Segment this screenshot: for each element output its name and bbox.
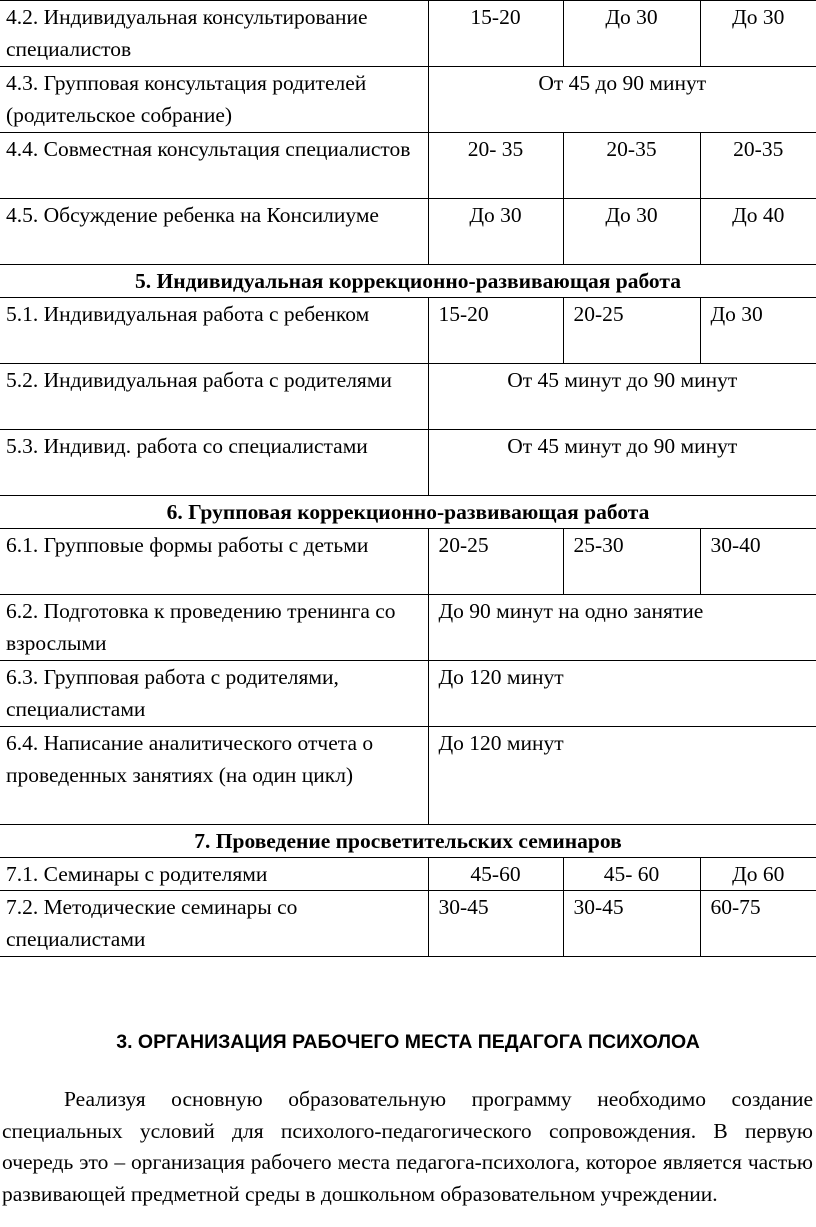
value-cell: 30-45: [563, 891, 700, 957]
merged-value-cell: До 90 минут на одно занятие: [428, 595, 816, 661]
table-row: [0, 199, 816, 265]
value-cell: До 40: [700, 199, 816, 265]
row-label: 4.2. Индивидуальная консультирование специалистов: [0, 1, 428, 67]
value-cell: До 60: [700, 858, 816, 891]
value-cell: До 30: [563, 199, 700, 265]
row-label: 6.3. Групповая работа с родителями, специалистами: [0, 661, 428, 727]
merged-value-cell: От 45 до 90 минут: [428, 67, 816, 133]
value-cell: 20-35: [700, 133, 816, 199]
row-label: 6.2. Подготовка к проведению тренинга со взрослыми: [0, 595, 428, 661]
row-label: 5.2. Индивидуальная работа с родителями: [0, 364, 428, 430]
table-row: [0, 133, 816, 199]
merged-value-cell: До 120 минут: [428, 727, 816, 825]
row-label: 6.4. Написание аналитического отчета о проведенных занятиях (на один цикл): [0, 727, 428, 825]
merged-value-cell: До 120 минут: [428, 661, 816, 727]
value-cell: 20- 35: [428, 133, 563, 199]
row-label: 4.5. Обсуждение ребенка на Консилиуме: [0, 199, 428, 265]
row-label: 4.4. Совместная консультация специалистов: [0, 133, 428, 199]
body-paragraph: Реализуя основную образовательную программу необходимо создание специальных условий для психолого-педагогического сопровождения. В первую очередь это – организация рабочего места педагога-психолога, которое является частью развивающей предметной среды в дошкольном образовательном учреждении.: [2, 1087, 813, 1206]
value-cell: 45- 60: [563, 858, 700, 891]
merged-value-cell: От 45 минут до 90 минут: [428, 364, 816, 430]
row-label: 6.1. Групповые формы работы с детьми: [0, 529, 428, 595]
row-label: 4.3. Групповая консультация родителей (родительское собрание): [0, 67, 428, 133]
table-row: [0, 67, 816, 133]
section-row: [0, 265, 816, 298]
section-heading: 5. Индивидуальная коррекционно-развивающая работа: [0, 265, 816, 298]
value-cell: 15-20: [428, 1, 563, 67]
row-label: 5.3. Индивид. работа со специалистами: [0, 430, 428, 496]
table-row: [0, 364, 816, 430]
table-row: [0, 595, 816, 661]
table-row: [0, 430, 816, 496]
merged-value-cell: От 45 минут до 90 минут: [428, 430, 816, 496]
value-cell: 25-30: [563, 529, 700, 595]
row-label: 7.2. Методические семинары со специалистами: [0, 891, 428, 957]
value-cell: До 30: [700, 1, 816, 67]
table-row: [0, 1, 816, 67]
value-cell: 45-60: [428, 858, 563, 891]
row-label: 5.1. Индивидуальная работа с ребенком: [0, 298, 428, 364]
section-heading-3: 3. ОРГАНИЗАЦИЯ РАБОЧЕГО МЕСТА ПЕДАГОГА ПСИХОЛОА: [116, 1031, 700, 1053]
value-cell: 20-25: [563, 298, 700, 364]
section-row: [0, 825, 816, 858]
value-cell: До 30: [700, 298, 816, 364]
value-cell: 60-75: [700, 891, 816, 957]
section-heading: 6. Групповая коррекционно-развивающая работа: [0, 496, 816, 529]
section-row: [0, 496, 816, 529]
row-label: 7.1. Семинары с родителями: [0, 858, 428, 891]
value-cell: 15-20: [428, 298, 563, 364]
table-row: [0, 858, 816, 891]
table-row: [0, 661, 816, 727]
value-cell: 30-45: [428, 891, 563, 957]
table-row: [0, 891, 816, 957]
value-cell: До 30: [428, 199, 563, 265]
value-cell: До 30: [563, 1, 700, 67]
value-cell: 20-35: [563, 133, 700, 199]
table-row: [0, 298, 816, 364]
table-row: [0, 529, 816, 595]
value-cell: 20-25: [428, 529, 563, 595]
section-heading: 7. Проведение просветительских семинаров: [0, 825, 816, 858]
table-row: [0, 727, 816, 825]
value-cell: 30-40: [700, 529, 816, 595]
